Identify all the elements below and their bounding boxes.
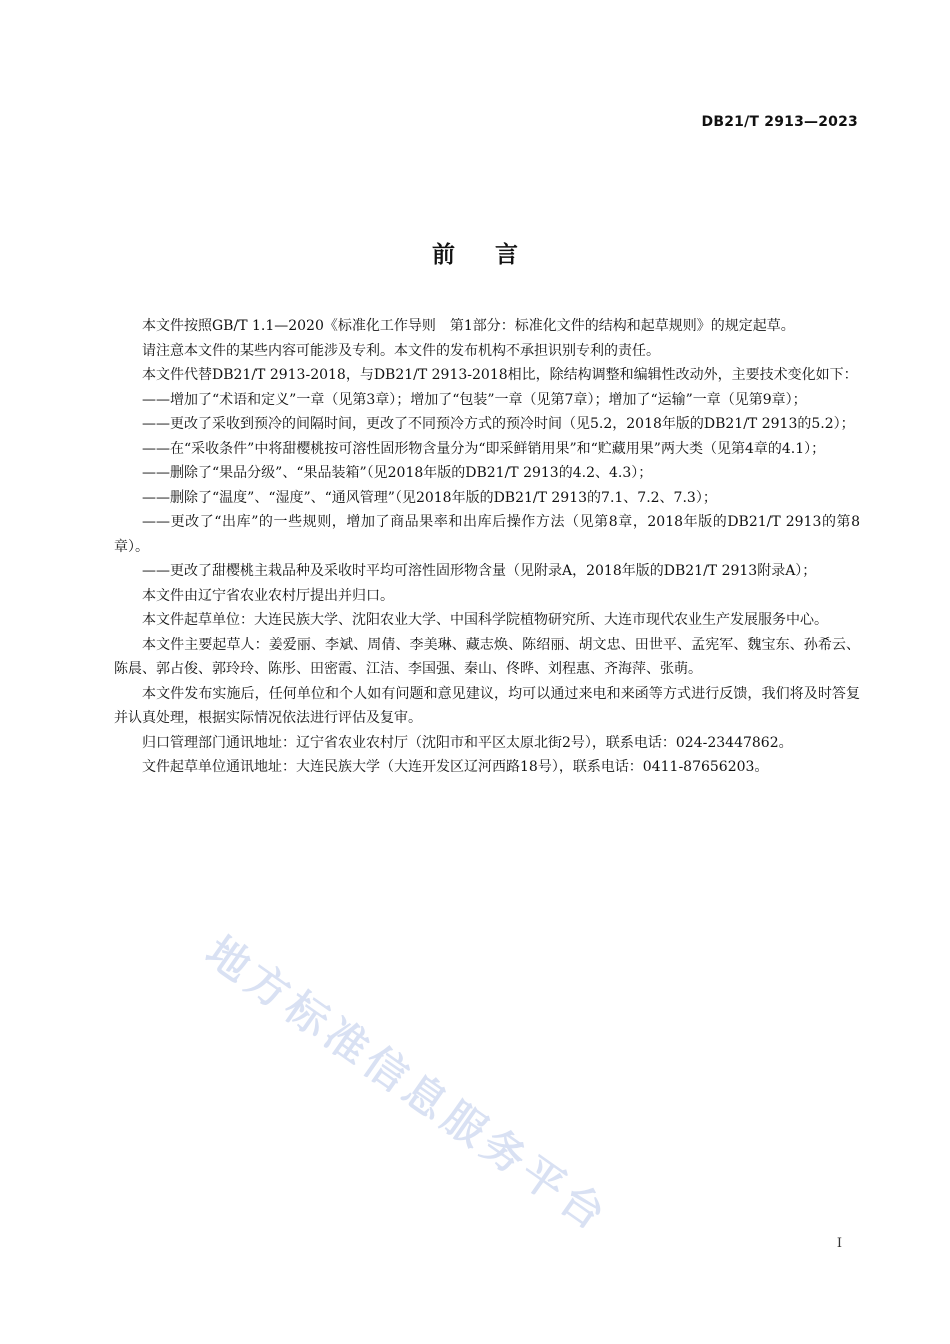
- foreword-body: [114, 314, 860, 780]
- change-item: ——更改了甜樱桃主栽品种及采收时平均可溶性固形物含量（见附录A，2018年版的DB21/T 2913附录A）；: [142, 563, 817, 579]
- paragraph: 本文件主要起草人：姜爱丽、李斌、周倩、李美琳、藏志焕、陈绍丽、胡文忠、田世平、孟宪军、魏宝东、孙希云、陈晨、郭占俊、郭玲玲、陈彤、田密霞、江洁、李国强、秦山、佟晔、刘程惠、齐海萍、张萌。: [114, 636, 860, 677]
- page-title: 前言: [432, 242, 558, 268]
- paragraph: 归口管理部门通讯地址：辽宁省农业农村厅（沈阳市和平区太原北街2号），联系电话：024-23447862。: [142, 734, 793, 751]
- paragraph: 请注意本文件的某些内容可能涉及专利。本文件的发布机构不承担识别专利的责任。: [142, 342, 660, 359]
- page-number: I: [836, 1236, 842, 1251]
- change-item: ——在“采收条件”中将甜樱桃按可溶性固形物含量分为“即采鲜销用果”和“贮藏用果”两大类（见第4章的4.1）；: [142, 440, 826, 457]
- paragraph: 本文件按照GB/T 1.1—2020《标准化工作导则 第1部分：标准化文件的结构和起草规则》的规定起草。: [142, 318, 795, 334]
- change-item: ——更改了采收到预冷的间隔时间，更改了不同预冷方式的预冷时间（见5.2，2018年版的DB21/T 2913的5.2）；: [142, 416, 855, 432]
- paragraph: 本文件由辽宁省农业农村厅提出并归口。: [142, 587, 394, 604]
- change-item: ——增加了“术语和定义”一章（见第3章）；增加了“包装”一章（见第7章）；增加了“运输”一章（见第9章）；: [142, 391, 807, 408]
- change-item: ——更改了“出库”的一些规则，增加了商品果率和出库后操作方法（见第8章，2018年版的DB21/T 2913的第8章）。: [114, 514, 860, 555]
- paragraph: 本文件起草单位：大连民族大学、沈阳农业大学、中国科学院植物研究所、大连市现代农业生产发展服务中心。: [142, 612, 828, 628]
- paragraph: 本文件发布实施后，任何单位和个人如有问题和意见建议，均可以通过来电和来函等方式进行反馈，我们将及时答复并认真处理，根据实际情况依法进行评估及复审。: [114, 685, 860, 726]
- paragraph: 文件起草单位通讯地址：大连民族大学（大连开发区辽河西路18号），联系电话：0411-87656203。: [142, 759, 769, 775]
- paragraph: 本文件代替DB21/T 2913-2018，与DB21/T 2913-2018相比，除结构调整和编辑性改动外，主要技术变化如下：: [142, 367, 858, 383]
- document-code: DB21/T 2913—2023: [701, 114, 858, 130]
- change-item: ——删除了“果品分级”、“果品装箱”（见2018年版的DB21/T 2913的4.2、4.3）；: [142, 465, 653, 481]
- change-item: ——删除了“温度”、“湿度”、“通风管理”（见2018年版的DB21/T 2913的7.1、7.2、7.3）；: [142, 489, 717, 506]
- watermark: 地方标准信息服务平台: [197, 926, 619, 1243]
